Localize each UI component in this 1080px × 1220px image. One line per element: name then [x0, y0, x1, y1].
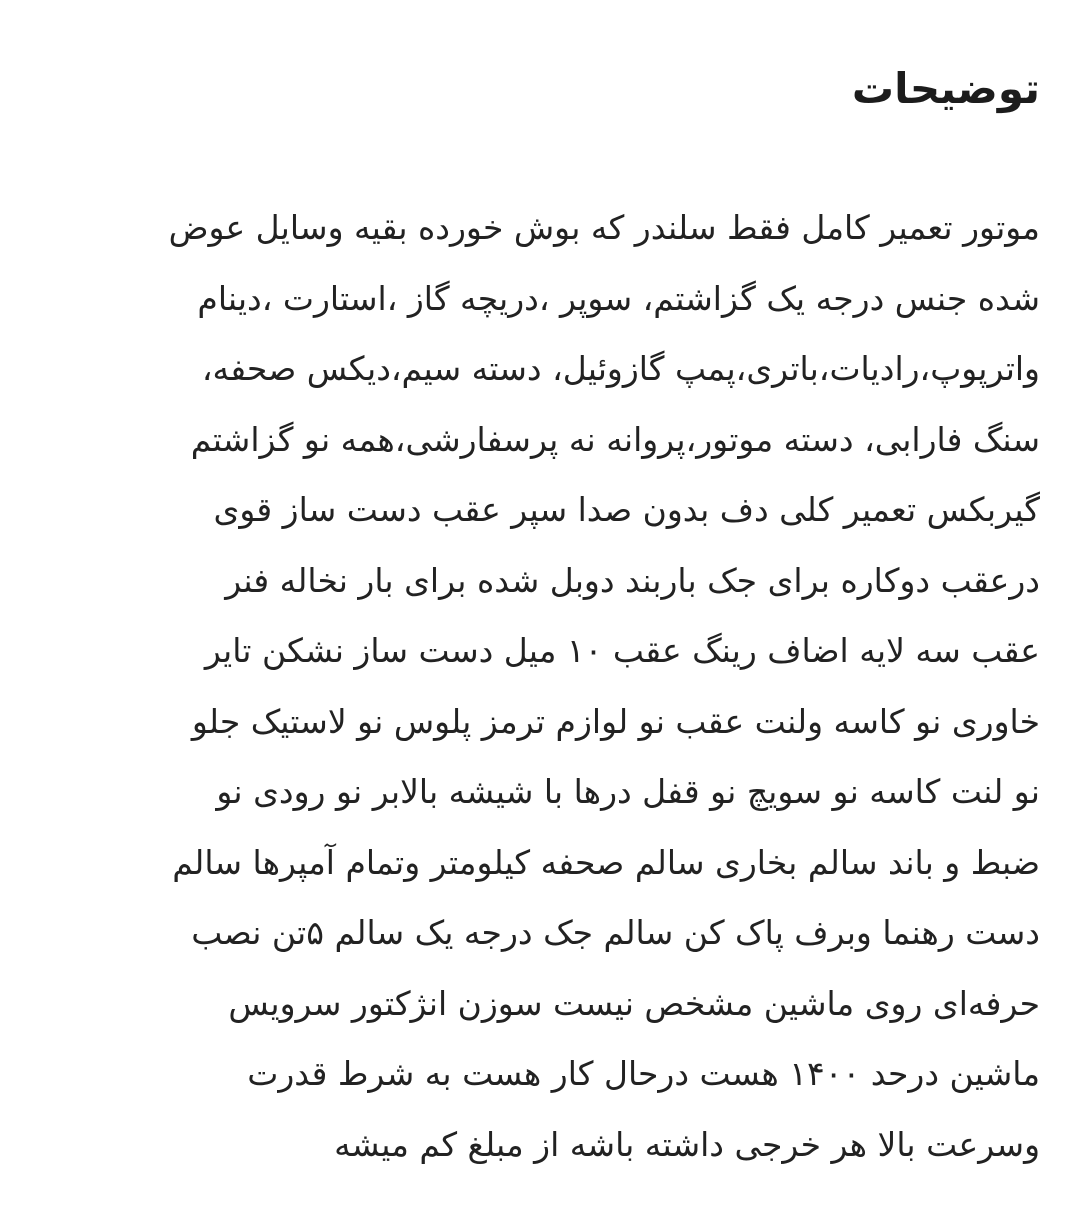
description-text — [40, 193, 1040, 1180]
description-line: سنگ فارابی، دسته موتور،پروانه نه پرسفارشی،همه نو گزاشتم — [190, 419, 1040, 459]
description-line: عقب سه لایه اضاف رینگ عقب ۱۰ میل دست ساز نشکن تایر — [204, 631, 1040, 670]
description-line: شده جنس درجه یک گزاشتم، سوپر ،دریچه گاز ،استارت ،دینام — [197, 278, 1040, 318]
description-line: ماشین درحد ۱۴۰۰ هست درحال کار هست به شرط قدرت — [247, 1054, 1040, 1093]
description-line: واترپوپ،رادیات،باتری،پمپ گازوئیل، دسته سیم،دیکس صحفه، — [201, 349, 1040, 388]
description-line: دست رهنما وبرف پاک کن سالم جک درجه یک سالم ۵تن نصب — [191, 913, 1040, 952]
description-line: نو لنت کاسه نو سویچ نو قفل درها با شیشه بالابر نو رودی نو — [216, 772, 1040, 811]
description-line: ضبط و باند سالم بخاری سالم صحفه کیلومتر وتمام آمپرها سالم — [172, 842, 1040, 882]
description-line: حرفه‌ای روی ماشین مشخص نیست سوزن انژکتور سرویس — [228, 983, 1040, 1023]
description-line: گیربکس تعمیر کلی دف بدون صدا سپر عقب دست ساز قوی — [213, 490, 1040, 529]
description-line: موتور تعمیر کامل فقط سلندر که بوش خورده بقیه وسایل عوض — [168, 208, 1040, 247]
description-line: درعقب دوکاره برای جک باربند دوبل شده برای بار نخاله فنر — [225, 560, 1040, 600]
section-title: توضیحات — [851, 64, 1040, 113]
description-line: خاوری نو کاسه ولنت عقب نو لوازم ترمز پلوس نو لاستیک جلو — [191, 701, 1040, 741]
description-line: وسرعت بالا هر خرجی داشته باشه از مبلغ کم میشه — [334, 1124, 1040, 1164]
